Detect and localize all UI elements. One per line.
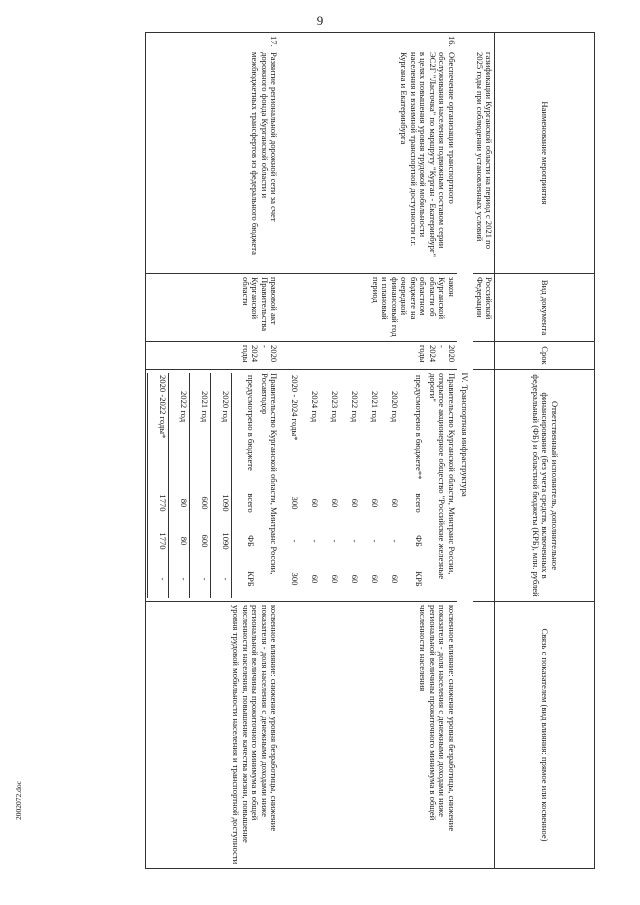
value-fb: - bbox=[330, 539, 341, 543]
table-row bbox=[146, 33, 279, 869]
value-krb: - bbox=[169, 560, 190, 598]
value-fb: - bbox=[350, 539, 361, 543]
row-term: 2020 - 2024 годы bbox=[279, 342, 456, 370]
value-krb: - bbox=[148, 560, 169, 598]
total-label: 2020 - 2024 годы* bbox=[290, 375, 301, 441]
value-total: 60 bbox=[370, 498, 381, 508]
continuation-name: газификации Курганской области на период с 2021 по 2025 годы при соблюдении установленных условий bbox=[474, 52, 494, 250]
header-doc: Вид документа bbox=[495, 274, 595, 342]
value-krb: - bbox=[211, 560, 232, 598]
table-header-row bbox=[495, 33, 595, 869]
row-link: косвенное влияние: снижение уровня безработицы, снижение показателя - доля населения с денежными доходами ниже региональной величины прожиточного минимума в общей численности населения bbox=[279, 602, 456, 869]
year-label: 2021 год bbox=[370, 391, 381, 423]
year-label: 2022 год bbox=[350, 391, 361, 423]
header-name: Наименование мероприятия bbox=[495, 33, 595, 274]
page-number: 9 bbox=[316, 13, 324, 28]
row-term: 2020 - 2024 годы bbox=[146, 342, 279, 370]
continuation-row bbox=[473, 33, 494, 869]
section-row bbox=[457, 33, 473, 869]
total-label: 2020 -2022 годы* bbox=[148, 373, 169, 484]
value-fb: 1090 bbox=[211, 522, 232, 560]
value-fb: 600 bbox=[190, 522, 211, 560]
financing-label: предусмотрено в бюджете** bbox=[414, 375, 425, 480]
value-total: 300 bbox=[290, 496, 301, 510]
header-executor: Ответственный исполнитель, дополнительное финансирование (без учета средств, включенных в федеральный (ФБ) и областной бюджеты (КРБ), млн. рублей bbox=[495, 370, 595, 602]
table-row bbox=[279, 33, 456, 869]
document-filename: 2002072.doc bbox=[14, 781, 23, 820]
measures-table-rotated bbox=[129, 32, 595, 868]
year-label: 2022 год bbox=[169, 373, 190, 484]
value-krb: 300 bbox=[290, 572, 301, 586]
year-label: 2020 год bbox=[211, 373, 232, 484]
section-title: IV. Транспортная инфраструктура bbox=[457, 370, 473, 869]
value-krb: - bbox=[190, 560, 211, 598]
col-total: всего bbox=[414, 493, 425, 513]
col-total: всего bbox=[232, 484, 257, 522]
financing-table bbox=[280, 373, 424, 598]
col-fb: ФБ bbox=[232, 522, 257, 560]
value-fb: - bbox=[290, 539, 301, 543]
year-label: 2021 год bbox=[190, 373, 211, 484]
value-total: 60 bbox=[310, 498, 321, 508]
value-total: 80 bbox=[169, 484, 190, 522]
financing-table bbox=[147, 373, 256, 598]
row-name: Обеспечение организации транспортного обслуживания населения подвижным составом серии ЭС2Г "Ласточка" по маршруту "Курган - Екатеринбург" в целях повышения уровня трудовой мобильности населения и взаимной транспортной доступности г.г. Кургана и Екатеринбурга bbox=[399, 52, 457, 257]
year-label: 2024 год bbox=[310, 391, 321, 423]
year-label: 2020 год bbox=[390, 391, 401, 423]
row-name: Развитие региональной дорожной сети за счет дорожного фонда Курганской области и межбюджетных трансфертов из федерального бюджета bbox=[250, 52, 280, 255]
measures-table bbox=[145, 32, 595, 869]
value-krb: 60 bbox=[310, 574, 321, 584]
year-label: 2023 год bbox=[330, 391, 341, 423]
value-fb: - bbox=[390, 539, 401, 543]
row-executor: Правительство Курганской области, Минтранс России, Росавтодор bbox=[259, 373, 280, 575]
col-krb: КРБ bbox=[414, 571, 425, 587]
value-total: 60 bbox=[350, 498, 361, 508]
row-number: 16. bbox=[446, 36, 457, 47]
value-krb: 60 bbox=[350, 574, 361, 584]
value-fb: 1770 bbox=[148, 522, 169, 560]
value-fb: 80 bbox=[169, 522, 190, 560]
header-term: Срок bbox=[495, 342, 595, 370]
value-krb: 60 bbox=[330, 574, 341, 584]
value-total: 60 bbox=[330, 498, 341, 508]
value-fb: - bbox=[370, 539, 381, 543]
value-total: 1090 bbox=[211, 484, 232, 522]
col-krb: КРБ bbox=[232, 560, 257, 598]
value-total: 600 bbox=[190, 484, 211, 522]
header-link: Связь с показателем (вид влияния: прямое или косвенное) bbox=[495, 602, 595, 869]
row-doc: правовой акт Правительства Курганской области bbox=[146, 274, 279, 342]
value-krb: 60 bbox=[370, 574, 381, 584]
row-link: косвенное влияние: снижение уровня безработицы, снижение показателя - доля населения с денежными доходами ниже региональной величины прожиточного минимума в общей численности населения, повышение качества жизни, повышение уровня трудовой мобильности населения и транспортной доступности bbox=[146, 602, 279, 869]
row-number: 17. bbox=[269, 36, 280, 47]
col-fb: ФБ bbox=[414, 535, 425, 547]
financing-label: предусмотрено в бюджете bbox=[232, 373, 257, 484]
row-executor: Правительство Курганской области, Минтранс России, открытое акционерное общество "Российские железные дороги" bbox=[427, 373, 457, 580]
continuation-doc: Российской Федерации bbox=[473, 274, 494, 342]
value-fb: - bbox=[310, 539, 321, 543]
row-doc: закон Курганской области об областном бюджете на очередной финансовый год и плановый период bbox=[279, 274, 456, 342]
value-total: 1770 bbox=[148, 484, 169, 522]
value-total: 60 bbox=[390, 498, 401, 508]
value-krb: 60 bbox=[390, 574, 401, 584]
